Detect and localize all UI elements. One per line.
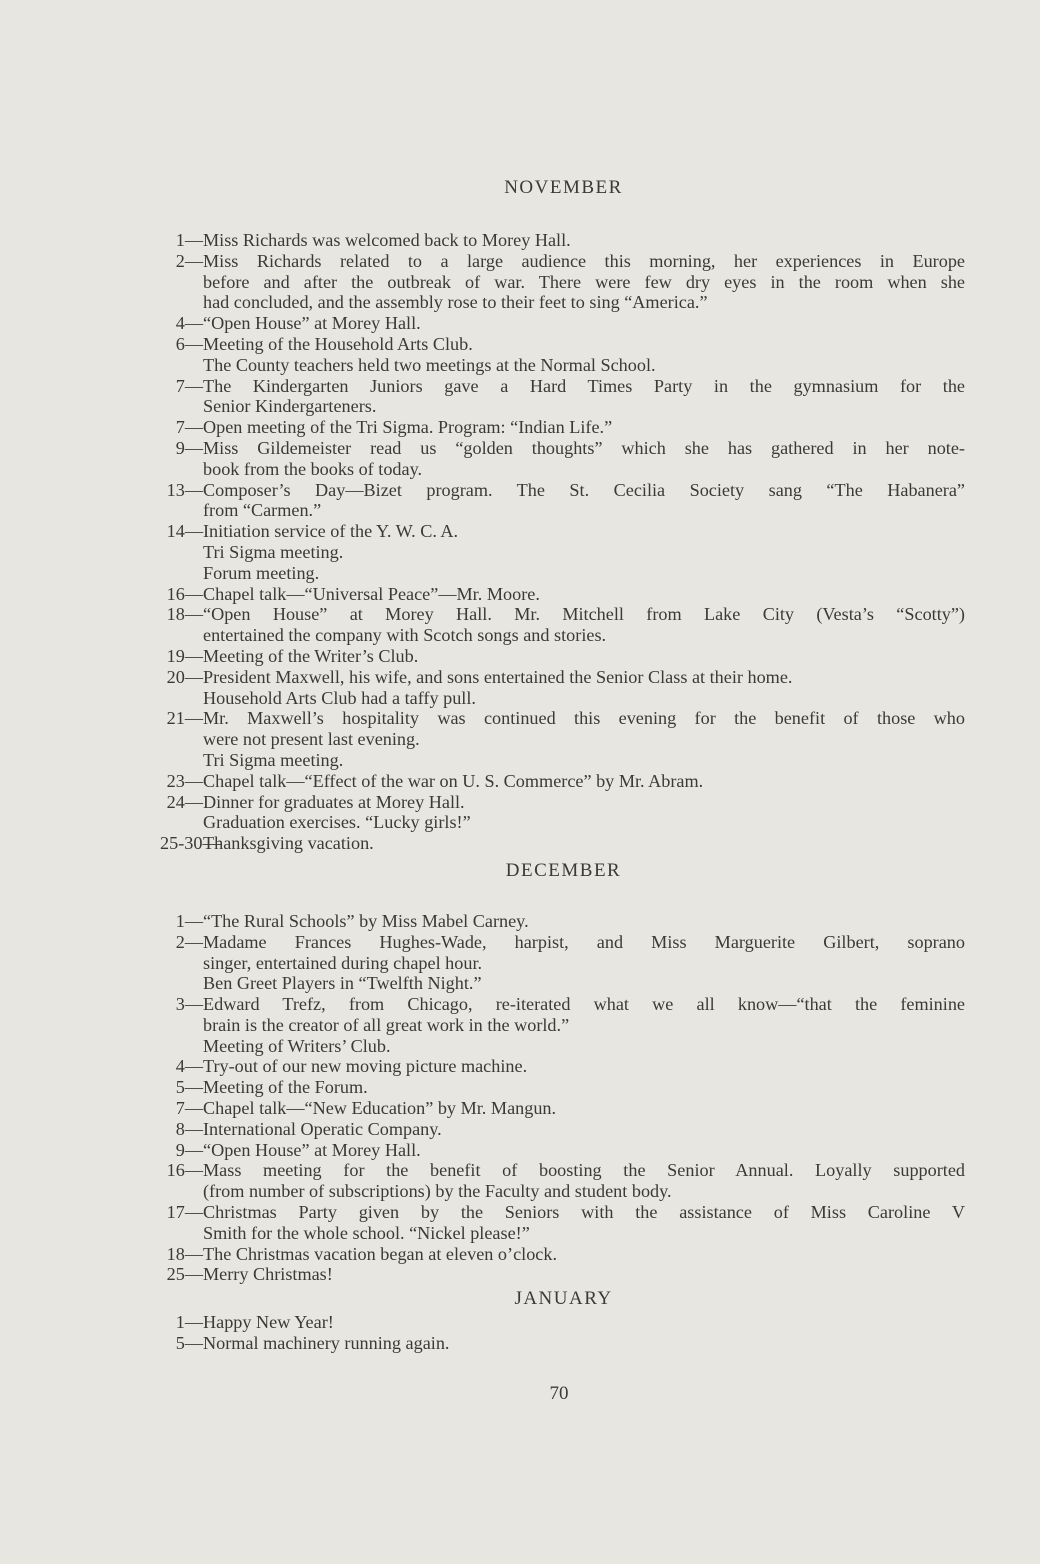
entry-text (203, 438, 965, 480)
entry-text (203, 313, 965, 334)
entry-date: 7 — (160, 417, 203, 438)
entry-date: 18 — (160, 1244, 203, 1265)
calendar-entry (160, 230, 965, 251)
calendar-entry (160, 1264, 965, 1285)
entry-date: 7 — (160, 1098, 203, 1119)
entry-date: 20 — (160, 667, 203, 688)
entry-text (203, 334, 965, 355)
calendar-entry (160, 792, 965, 813)
calendar-entry (160, 1140, 965, 1161)
entry-line: brain is the creator of all great work in the world.” (203, 1014, 570, 1035)
calendar-entry (160, 480, 965, 522)
calendar-entry (160, 251, 965, 313)
calendar-entry (160, 667, 965, 688)
december-entries (160, 911, 965, 1285)
entry-text (203, 1056, 965, 1077)
entry-line: Christmas Party given by the Seniors with the assistance of Miss Caroline V (203, 1202, 965, 1223)
entry-line: Miss Richards related to a large audience this morning, her experiences in Europe (203, 250, 965, 271)
entry-date: 19 — (160, 646, 203, 667)
calendar-entry (160, 1077, 965, 1098)
entry-line: Dinner for graduates at Morey Hall. (203, 791, 465, 812)
entry-date: 25-30 — (160, 833, 203, 854)
entry-date: 16 — (160, 1160, 203, 1202)
entry-line: Merry Christmas! (203, 1264, 333, 1285)
entry-date: 1 — (160, 911, 203, 932)
entry-text (203, 792, 965, 813)
entry-text (203, 911, 965, 932)
entry-continuation: Forum meeting. (203, 562, 320, 583)
entry-line: Meeting of the Forum. (203, 1077, 368, 1098)
entry-text (203, 1140, 965, 1161)
calendar-entry (160, 994, 965, 1036)
calendar-entry (160, 1056, 965, 1077)
entry-line: Miss Gildemeister read us “golden thoughts” which she has gathered in her note- (203, 437, 965, 458)
entry-date: 2 — (160, 932, 203, 974)
calendar-entry (160, 376, 965, 418)
entry-text (203, 521, 965, 542)
entry-line: Mr. Maxwell’s hospitality was continued this evening for the benefit of those who (203, 708, 965, 729)
calendar-entry (160, 1202, 965, 1244)
entry-text (203, 1202, 965, 1244)
entry-date: 14 — (160, 521, 203, 542)
entry-text (203, 584, 965, 605)
calendar-entry (160, 1312, 965, 1333)
entry-line: Chapel talk—“New Education” by Mr. Mangun. (203, 1098, 557, 1119)
entry-date: 6 — (160, 334, 203, 355)
calendar-entry (160, 438, 965, 480)
entry-line: President Maxwell, his wife, and sons entertained the Senior Class at their home. (203, 666, 793, 687)
entry-line: Mass meeting for the benefit of boosting the Senior Annual. Loyally supported (203, 1160, 965, 1181)
entry-text (203, 708, 965, 750)
entry-line: singer, entertained during chapel hour. (203, 952, 483, 973)
calendar-entry (160, 932, 965, 974)
entry-line: The Christmas vacation began at eleven o’clock. (203, 1243, 558, 1264)
page-number: 70 (549, 1383, 569, 1404)
entry-text (203, 994, 965, 1036)
entry-date: 1 — (160, 1312, 203, 1333)
entry-text (203, 480, 965, 522)
entry-line: Smith for the whole school. “Nickel please!” (203, 1222, 530, 1243)
calendar-entry (160, 417, 965, 438)
entry-line: Thanksgiving vacation. (203, 833, 374, 854)
entry-line: The Kindergarten Juniors gave a Hard Times Party in the gymnasium for the (203, 375, 965, 396)
entry-line: had concluded, and the assembly rose to their feet to sing “America.” (203, 292, 708, 313)
entry-continuation: Meeting of Writers’ Club. (203, 1035, 391, 1056)
entry-text (203, 604, 965, 646)
entry-date: 21 — (160, 708, 203, 750)
entry-date: 25 — (160, 1264, 203, 1285)
entry-continuation: Household Arts Club had a taffy pull. (203, 687, 476, 708)
entry-date: 16 — (160, 584, 203, 605)
entry-text (203, 417, 965, 438)
entry-date: 4 — (160, 313, 203, 334)
entry-line: Edward Trefz, from Chicago, re-iterated what we all know—“that the feminine (203, 994, 965, 1015)
entry-line: entertained the company with Scotch songs and stories. (203, 625, 607, 646)
month-heading-december: DECEMBER (505, 859, 622, 881)
entry-line: were not present last evening. (203, 729, 420, 750)
entry-text (203, 1264, 965, 1285)
entry-line: Senior Kindergarteners. (203, 396, 377, 417)
entry-text (203, 667, 965, 688)
entry-line: book from the books of today. (203, 458, 423, 479)
month-heading-november: NOVEMBER (504, 177, 623, 198)
calendar-entry (160, 708, 965, 750)
calendar-entry (160, 1244, 965, 1265)
entry-line: Initiation service of the Y. W. C. A. (203, 521, 459, 542)
entry-date: 24 — (160, 792, 203, 813)
entry-text (203, 230, 965, 251)
entry-line: “Open House” at Morey Hall. (203, 313, 421, 334)
entry-text (203, 771, 965, 792)
entry-line: Chapel talk—“Effect of the war on U. S. Commerce” by Mr. Abram. (203, 770, 704, 791)
entry-date: 5 — (160, 1333, 203, 1354)
entry-line: Chapel talk—“Universal Peace”—Mr. Moore. (203, 583, 540, 604)
calendar-entry (160, 1119, 965, 1140)
entry-date: 5 — (160, 1077, 203, 1098)
entry-line: “The Rural Schools” by Miss Mabel Carney. (203, 910, 529, 931)
entry-text (203, 376, 965, 418)
entry-line: Miss Richards was welcomed back to Morey Hall. (203, 230, 571, 250)
calendar-entry (160, 604, 965, 646)
entry-date: 4 — (160, 1056, 203, 1077)
entry-date: 7 — (160, 376, 203, 418)
calendar-entry (160, 911, 965, 932)
entry-line: International Operatic Company. (203, 1118, 442, 1139)
entry-date: 8 — (160, 1119, 203, 1140)
entry-line: before and after the outbreak of war. There were few dry eyes in the room when she (203, 271, 965, 292)
month-heading-january: JANUARY (514, 1288, 613, 1310)
entry-text (203, 1119, 965, 1140)
entry-continuation: Ben Greet Players in “Twelfth Night.” (203, 973, 482, 994)
entry-text (203, 1244, 965, 1265)
entry-line: “Open House” at Morey Hall. Mr. Mitchell from Lake City (Vesta’s “Scotty”) (203, 604, 965, 625)
entry-line: Madame Frances Hughes-Wade, harpist, and Miss Marguerite Gilbert, soprano (203, 931, 965, 952)
entry-continuation: Graduation exercises. “Lucky girls!” (203, 812, 471, 833)
entry-text (203, 1098, 965, 1119)
january-entries (160, 1312, 965, 1354)
entry-date: 9 — (160, 438, 203, 480)
entry-continuation: Tri Sigma meeting. (203, 749, 344, 770)
entry-line: Try-out of our new moving picture machine. (203, 1056, 528, 1077)
calendar-entry (160, 1098, 965, 1119)
entry-line: Meeting of the Household Arts Club. (203, 333, 473, 354)
entry-date: 1 — (160, 230, 203, 251)
entry-text (203, 1312, 965, 1333)
entry-continuation: The County teachers held two meetings at the Normal School. (203, 354, 656, 375)
entry-line: Happy New Year! (203, 1312, 334, 1333)
entry-text (203, 1160, 965, 1202)
entry-text (203, 251, 965, 313)
entry-continuation: Tri Sigma meeting. (203, 541, 344, 562)
calendar-entry (160, 334, 965, 355)
calendar-entry (160, 313, 965, 334)
entry-text (203, 833, 965, 854)
calendar-entry (160, 833, 965, 854)
entry-line: Normal machinery running again. (203, 1333, 450, 1354)
entry-line: “Open House” at Morey Hall. (203, 1139, 421, 1160)
entry-date: 23 — (160, 771, 203, 792)
entry-line: Meeting of the Writer’s Club. (203, 645, 419, 666)
entry-date: 3 — (160, 994, 203, 1036)
entry-date: 18 — (160, 604, 203, 646)
entry-date: 9 — (160, 1140, 203, 1161)
calendar-entry (160, 771, 965, 792)
entry-line: Open meeting of the Tri Sigma. Program: “Indian Life.” (203, 417, 613, 438)
entry-date: 17 — (160, 1202, 203, 1244)
entry-line: Composer’s Day—Bizet program. The St. Cecilia Society sang “The Habanera” (203, 479, 965, 500)
november-entries (160, 230, 965, 854)
entry-line: (from number of subscriptions) by the Faculty and student body. (203, 1181, 672, 1202)
calendar-entry (160, 1160, 965, 1202)
entry-date: 2 — (160, 251, 203, 313)
entry-line: from “Carmen.” (203, 500, 322, 521)
calendar-entry (160, 1333, 965, 1354)
entry-text (203, 1333, 965, 1354)
entry-text (203, 1077, 965, 1098)
entry-date: 13 — (160, 480, 203, 522)
calendar-entry (160, 646, 965, 667)
calendar-entry (160, 521, 965, 542)
calendar-content (160, 173, 965, 1354)
entry-text (203, 932, 965, 974)
entry-text (203, 646, 965, 667)
calendar-entry (160, 584, 965, 605)
